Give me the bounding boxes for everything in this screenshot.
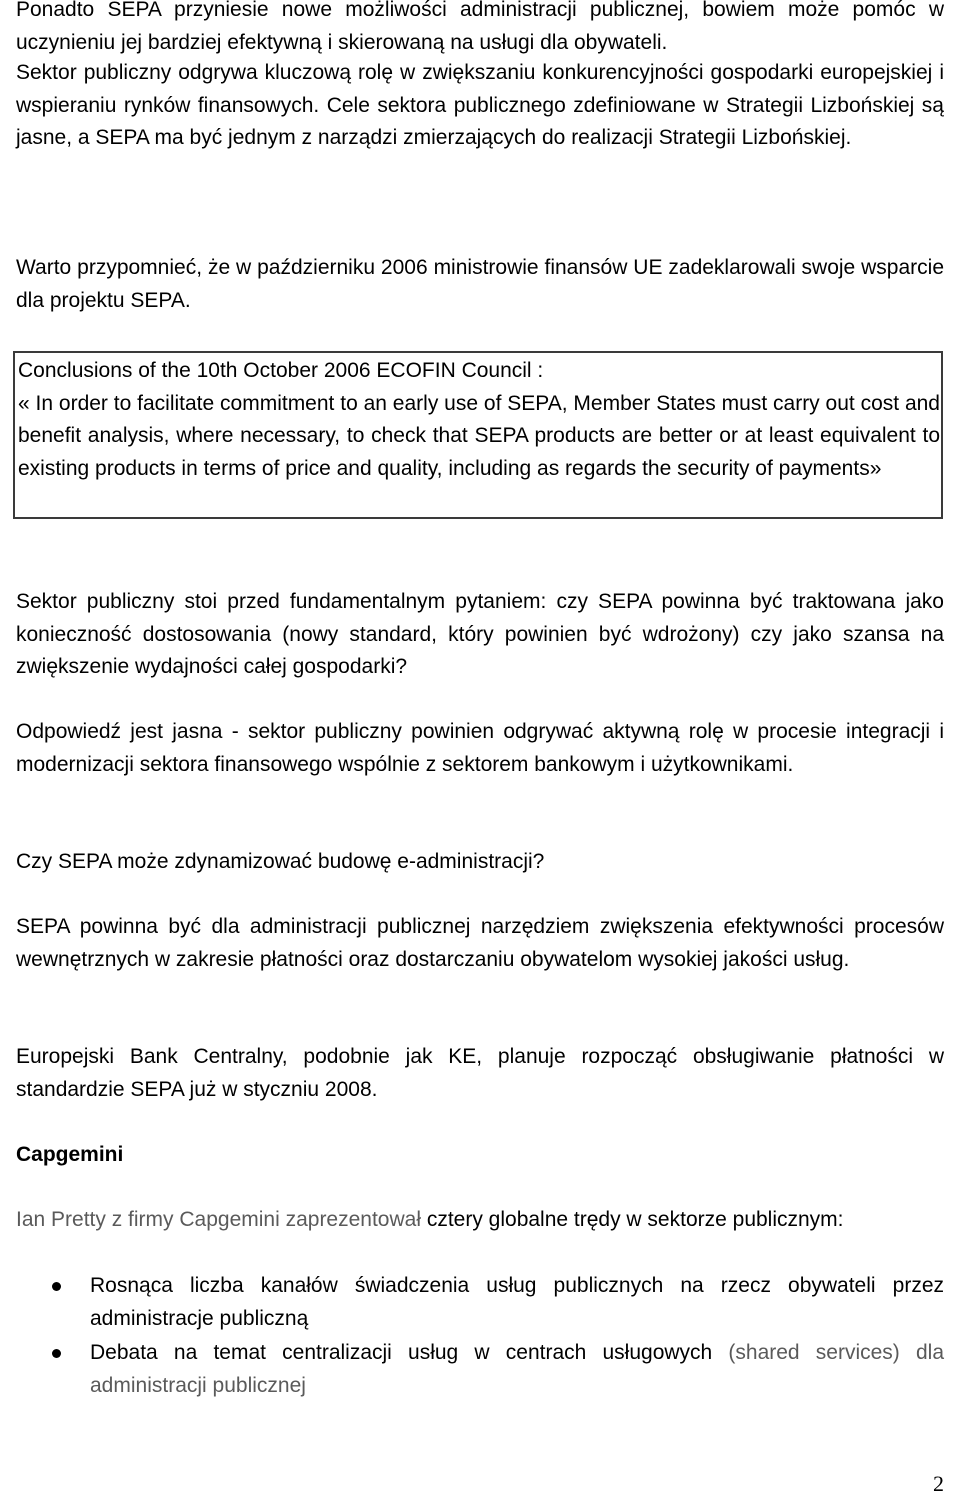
paragraph-fundamental-question: Sektor publiczny stoi przed fundamentalnym pytaniem: czy SEPA powinna być traktowana jako konieczność dostosowania (nowy standard, który powinien być wdrożony) czy jako szansa na zwiększenie wydajności całej gospodarki?: [16, 590, 944, 679]
paragraph-ecb-plan: Europejski Bank Centralny, podobnie jak KE, planuje rozpocząć obsługiwanie płatności w standardzie SEPA już w styczniu 2008.: [16, 1045, 944, 1101]
list-item: [16, 1337, 944, 1402]
list-item-text: Debata na temat centralizacji usług w centrach usługowych: [90, 1341, 729, 1365]
intro-rest: cztery globalne trędy w sektorze publicznym:: [421, 1208, 844, 1231]
list-item-text: Rosnąca liczba kanałów świadczenia usług publicznych na rzecz obywateli przez administracje publiczną: [90, 1274, 944, 1330]
intro-speaker: Ian Pretty z firmy Capgemini zaprezentował: [16, 1208, 421, 1231]
list-item: [16, 1270, 944, 1335]
paragraph-ecofin-reminder: Warto przypomnieć, że w październiku 2006 ministrowie finansów UE zadeklarowali swoje wsparcie dla projektu SEPA.: [16, 256, 944, 312]
paragraph-sepa-opportunities: Ponadto SEPA przyniesie nowe możliwości administracji publicznej, bowiem może pomóc w uczynieniu jej bardziej efektywną i skierowaną na usługi dla obywateli.: [16, 0, 944, 54]
paragraph-e-administration-question: Czy SEPA może zdynamizować budowę e-administracji?: [16, 850, 545, 873]
bullet-icon: [52, 1349, 61, 1358]
section-heading-capgemini: Capgemini: [16, 1143, 124, 1166]
list-item-grey-tail: (shared services) dla administracji publicznej: [90, 1341, 945, 1397]
bullet-icon: [52, 1282, 61, 1291]
paragraph-answer: Odpowiedź jest jasna - sektor publiczny powinien odgrywać aktywną rolę w procesie integracji i modernizacji sektora finansowego wspólnie z sektorem bankowym i użytkownikami.: [16, 720, 944, 776]
paragraph-public-sector-role: Sektor publiczny odgrywa kluczową rolę w zwiększaniu konkurencyjności gospodarki europejskiej i wspieraniu rynków finansowych. Cele sektora publicznego zdefiniowane w Strategii Lizbońskiej są jasne, a SEPA ma być jednym z narządzi zmierzających do realizacji Strategii Lizbońskiej.: [16, 61, 944, 150]
trends-list: [16, 1270, 944, 1404]
paragraph-capgemini-intro: [16, 1204, 944, 1237]
page-number: 2: [933, 1471, 944, 1496]
ecofin-quote-box: [13, 351, 943, 519]
quote-body: « In order to facilitate commitment to an early use of SEPA, Member States must carry out cost and benefit analysis, where necessary, to check that SEPA products are better or at least equivalent to existing products in terms of price and quality, including as regards the security of payments»: [18, 391, 940, 480]
quote-heading: Conclusions of the 10th October 2006 ECOFIN Council :: [18, 359, 544, 382]
paragraph-efficiency-tool: SEPA powinna być dla administracji publicznej narzędziem zwiększenia efektywności procesów wewnętrznych w zakresie płatności oraz dostarczaniu obywatelom wysokiej jakości usług.: [16, 915, 944, 971]
